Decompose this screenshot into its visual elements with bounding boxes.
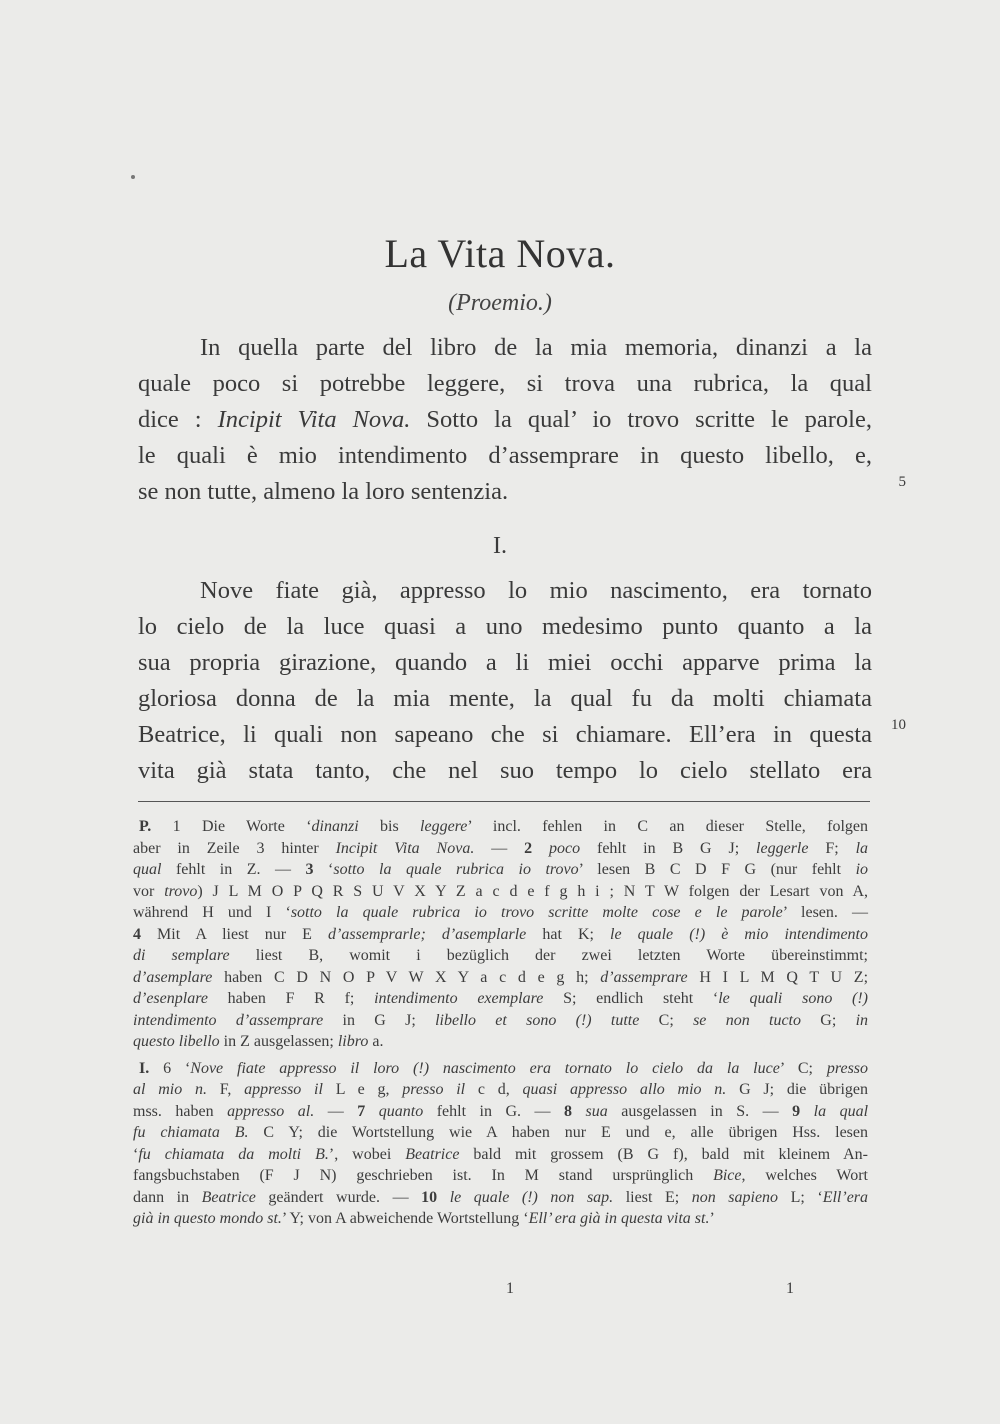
italic-text: già in questo mondo st. <box>133 1210 282 1227</box>
italic-text: d’assemprarle; d’asemplarle <box>328 925 527 943</box>
proem-line <box>138 366 872 402</box>
note-number: 7 <box>357 1102 366 1120</box>
apparatus-line <box>133 1187 868 1209</box>
italic-text: presso <box>826 1059 869 1077</box>
text-span: ’ incl. fehlen in C an dieser Stelle, folgen <box>467 818 868 835</box>
text-span: — <box>314 1102 358 1120</box>
italic-text: d’asemplare <box>133 968 213 986</box>
apparatus-line <box>133 902 868 924</box>
page-subtitle: (Proemio.) <box>448 290 552 316</box>
text-span: geändert wurde. — <box>255 1188 422 1206</box>
italic-text: libro <box>337 1033 369 1050</box>
section-numeral: I. <box>493 533 507 559</box>
text-span: 1 Die Worte ‘ <box>151 818 312 835</box>
folio-number-left: 1 <box>506 1280 514 1297</box>
italic-text: questo libello <box>133 1033 220 1050</box>
text-span: haben C D N O P V W X Y a c d e g h; <box>212 968 601 986</box>
text-span <box>800 1103 814 1120</box>
note-number: P. <box>139 818 152 835</box>
italic-text: Incipit Vita Nova. <box>217 406 411 433</box>
note-number: 2 <box>524 839 533 857</box>
italic-text: io <box>855 861 869 878</box>
section-1-line <box>138 753 872 789</box>
italic-text: appresso il <box>244 1081 323 1098</box>
text-span: fehlt in G. — <box>423 1102 565 1120</box>
italic-text: non sapieno <box>691 1188 779 1206</box>
text-span: C; <box>639 1011 694 1029</box>
text-span: in G J; <box>323 1011 436 1029</box>
italic-text: se non tucto <box>693 1011 801 1029</box>
italic-text: d’assemprare <box>600 968 688 986</box>
section-1-line <box>138 681 872 717</box>
text-span: ’ <box>709 1210 715 1227</box>
text-span: haben F R f; <box>207 990 375 1007</box>
text-span: G J; die übrigen <box>726 1081 869 1098</box>
text-span: lo cielo de la luce quasi a uno medesimo punto quanto a la <box>138 613 872 640</box>
note-number: 3 <box>305 861 314 878</box>
text-span: dann in <box>133 1188 202 1206</box>
italic-text: d’esenplare <box>133 990 208 1007</box>
italic-text: al mio n. <box>133 1081 207 1098</box>
text-span: während H und I ‘ <box>133 904 291 921</box>
text-span: ’ Y; von A abweichende Wortstellung ‘ <box>281 1210 529 1227</box>
text-span: Mit A liest nur E <box>141 925 329 943</box>
italic-text: quasi appresso allo mio n. <box>522 1081 727 1098</box>
section-1-text <box>138 573 906 789</box>
apparatus-line <box>133 1208 868 1230</box>
line-number: 10 <box>891 717 906 733</box>
folio-number-right: 1 <box>786 1280 794 1297</box>
text-span: fehlt in B G J; <box>580 839 757 857</box>
note-number: I. <box>139 1059 150 1077</box>
apparatus-line <box>133 1144 868 1166</box>
apparatus-proem <box>133 816 868 1053</box>
text-span: ’ lesen. — <box>782 904 869 921</box>
apparatus-line <box>133 1058 868 1080</box>
note-number: 10 <box>421 1188 438 1206</box>
text-span: se non tutte, almeno la loro sentenzia. <box>138 478 509 505</box>
apparatus-line <box>133 1031 868 1053</box>
text-span: — <box>474 839 525 857</box>
italic-text: la <box>855 839 869 857</box>
note-number: 4 <box>133 925 141 943</box>
italic-text: di semplare <box>133 947 230 964</box>
apparatus-line <box>133 988 868 1010</box>
apparatus-line <box>133 859 868 881</box>
text-span: H I L M Q T U Z; <box>687 968 869 986</box>
text-span: fangsbuchstaben (F J N) geschrieben ist. In M stand ursprünglich <box>133 1167 714 1184</box>
italic-text: presso il <box>402 1081 466 1098</box>
note-number: 8 <box>564 1102 573 1120</box>
text-span: F; <box>808 839 856 857</box>
note-number: 9 <box>792 1102 801 1120</box>
apparatus-line <box>133 945 868 967</box>
ink-speck <box>131 175 135 179</box>
apparatus-line <box>133 1122 868 1144</box>
italic-text: trovo <box>164 882 198 900</box>
text-span: In quella parte del libro de la mia memoria, dinanzi a la <box>200 334 872 361</box>
apparatus-section-1 <box>133 1058 868 1230</box>
text-span: S; endlich steht ‘ <box>543 990 719 1007</box>
apparatus-line <box>133 1101 868 1123</box>
italic-text: dinanzi <box>311 818 359 835</box>
critical-apparatus <box>133 816 868 1230</box>
italic-text: le quale (!) è mio intendimento <box>610 925 869 943</box>
text-span: ) J L M O P Q R S U V X Y Z a c d e f g h i ; N T W folgen der Lesart von A, <box>197 882 869 900</box>
section-1-line <box>138 645 872 681</box>
italic-text: fu chiamata da molti B. <box>138 1145 329 1163</box>
text-span: bald mit grossem (B G f), bald mit kleinem An- <box>459 1145 869 1163</box>
text-span: L; ‘ <box>778 1188 823 1206</box>
text-span: dice : <box>138 406 218 433</box>
italic-text: Ell’ era già in questa vita st. <box>528 1210 710 1227</box>
text-span <box>365 1103 379 1120</box>
text-span: a. <box>368 1033 384 1050</box>
section-1-line <box>138 609 872 645</box>
text-span: liest B, womit i bezüglich der zwei letzten Worte übereinstimmt; <box>229 947 868 964</box>
italic-text: le quali sono (!) <box>718 990 869 1007</box>
italic-text: intendimento d’assemprare <box>133 1011 324 1029</box>
text-span: gloriosa donna de la mia mente, la qual fu da molti chiamata <box>138 685 872 712</box>
section-1-line <box>138 717 872 753</box>
text-span: F, <box>206 1081 245 1098</box>
apparatus-line <box>133 1079 868 1101</box>
text-span: fehlt in Z. — <box>161 861 306 878</box>
text-span: L e g, <box>322 1081 403 1098</box>
section-1-line <box>138 573 872 609</box>
text-span: , welches Wort <box>741 1167 868 1184</box>
text-span: ausgelassen in S. — <box>607 1102 793 1120</box>
text-span: c d, <box>465 1081 523 1098</box>
italic-text: le quale (!) non sap. <box>449 1188 614 1206</box>
text-span: bis <box>358 818 421 835</box>
text-span: Sotto la qual’ io trovo scritte le parole, <box>410 406 872 433</box>
footnote-divider <box>138 801 870 802</box>
italic-text: sua <box>585 1102 608 1120</box>
proem-line <box>138 330 872 366</box>
proem-line <box>138 402 872 438</box>
apparatus-line <box>133 1165 868 1187</box>
italic-text: sotto la quale rubrica io trovo scritte molte cose e le parole <box>290 904 783 921</box>
text-span: sua propria girazione, quando a li miei occhi apparve prima la <box>138 649 872 676</box>
italic-text: qual <box>133 861 162 878</box>
apparatus-line <box>133 1010 868 1032</box>
italic-text: Beatrice <box>201 1188 256 1206</box>
text-span: vita già stata tanto, che nel suo tempo lo cielo stellato era <box>138 757 872 784</box>
italic-text: appresso al. <box>227 1102 315 1120</box>
line-number: 5 <box>898 474 906 490</box>
text-span: quale poco si potrebbe leggere, si trova una rubrica, la qual <box>138 370 872 397</box>
italic-text: quanto <box>378 1102 424 1120</box>
text-span: G; <box>801 1011 856 1029</box>
italic-text: Ell’era <box>822 1188 869 1206</box>
text-span: vor <box>133 882 165 900</box>
page-title: La Vita Nova. <box>384 231 616 276</box>
text-span <box>572 1103 586 1120</box>
italic-text: Beatrice <box>405 1145 460 1163</box>
text-span: liest E; <box>613 1188 692 1206</box>
italic-text: la qual <box>813 1102 869 1120</box>
italic-text: libello et sono (!) tutte <box>435 1011 640 1029</box>
apparatus-line <box>133 816 868 838</box>
proem-line <box>138 438 872 474</box>
italic-text: sotto la quale rubrica io trovo <box>333 861 579 878</box>
text-span: ’ C; <box>779 1059 827 1077</box>
proem-line <box>138 474 872 510</box>
italic-text: Bice <box>713 1167 742 1184</box>
apparatus-line <box>133 967 868 989</box>
text-span <box>437 1189 450 1206</box>
text-span: ‘ <box>133 1145 139 1163</box>
text-span: in Z ausgelassen; <box>219 1033 338 1050</box>
apparatus-line <box>133 924 868 946</box>
text-span: ’, wobei <box>328 1145 406 1163</box>
italic-text: fu chiamata B. <box>133 1124 249 1141</box>
text-span: ‘ <box>313 861 334 878</box>
text-span: C Y; die Wortstellung wie A haben nur E und e, alle übrigen Hss. lesen <box>248 1124 868 1141</box>
text-span: Nove fiate già, appresso lo mio nascimento, era tornato <box>200 577 872 604</box>
italic-text: leggere <box>420 818 468 835</box>
proem-text <box>138 330 906 510</box>
italic-text: poco <box>549 839 581 857</box>
apparatus-line <box>133 838 868 860</box>
text-span: mss. haben <box>133 1102 228 1120</box>
text-span: aber in Zeile 3 hinter <box>133 839 336 857</box>
text-span: Beatrice, li quali non sapeano che si chiamare. Ell’era in questa <box>138 721 872 748</box>
italic-text: leggerle <box>756 839 809 857</box>
text-span <box>532 840 549 857</box>
text-span: 6 ‘ <box>149 1059 191 1077</box>
italic-text: Nove fiate appresso il loro (!) nascimento era tornato lo cielo da la luce <box>190 1059 780 1077</box>
text-span: hat K; <box>526 925 610 943</box>
italic-text: Incipit Vita Nova. <box>335 839 475 857</box>
italic-text: in <box>855 1011 869 1029</box>
italic-text: intendimento exemplare <box>374 990 544 1007</box>
apparatus-line <box>133 881 868 903</box>
text-span: ’ lesen B C D F G (nur fehlt <box>578 861 856 878</box>
text-span: le quali è mio intendimento d’assemprare in questo libello, e, <box>138 442 872 469</box>
